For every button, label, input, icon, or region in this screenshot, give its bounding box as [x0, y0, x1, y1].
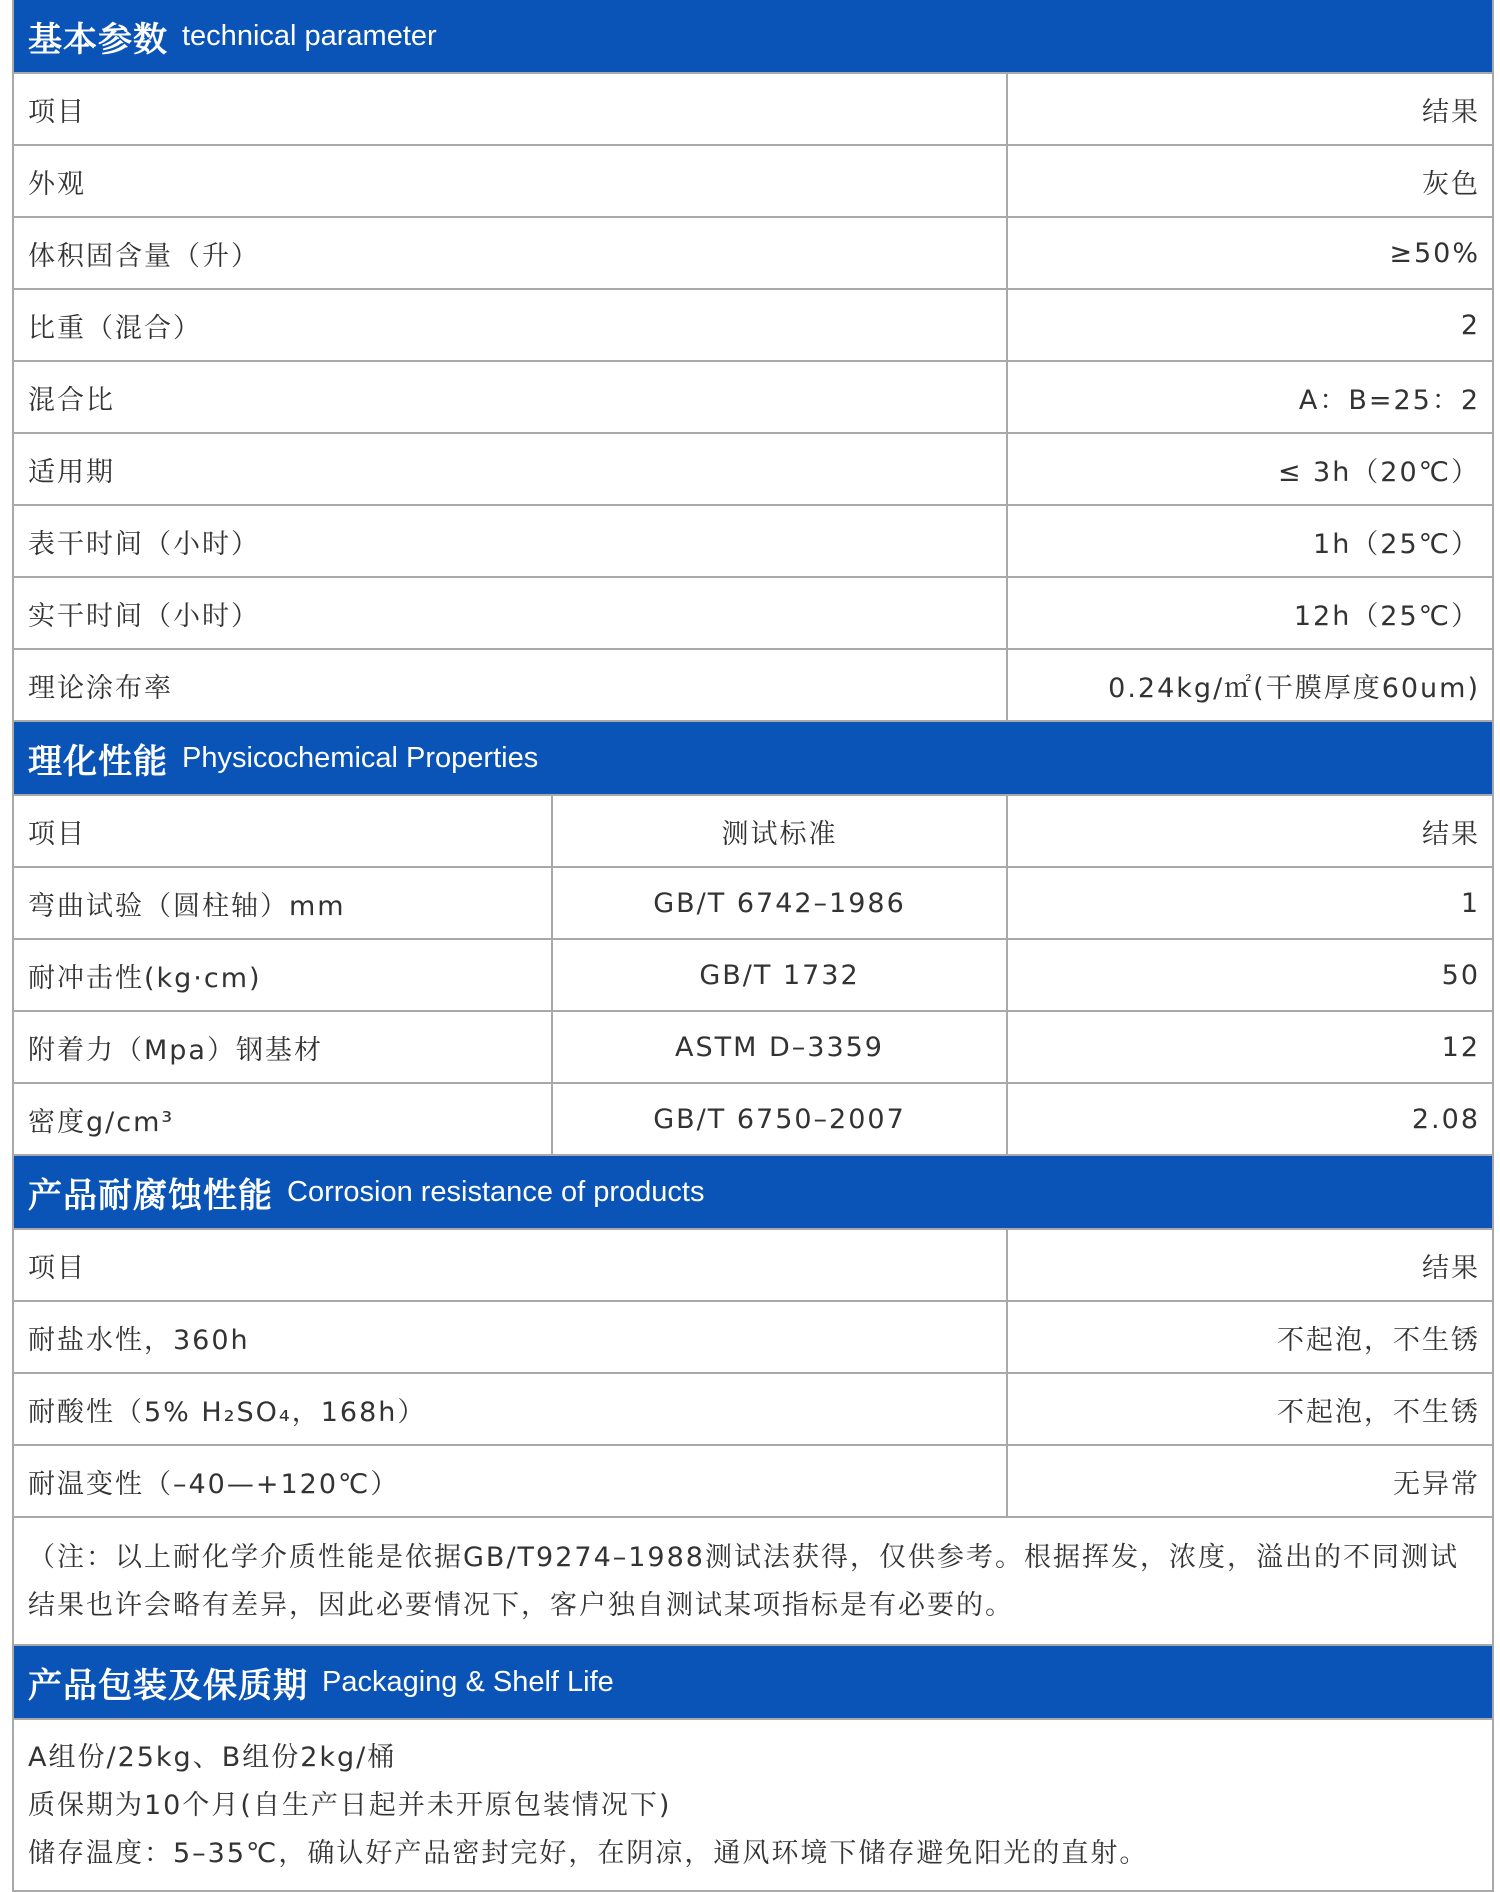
row-label: 附着力（Mpa）钢基材: [14, 1012, 553, 1082]
table-header-row: [14, 74, 1492, 146]
row-result: 2.08: [1411, 1103, 1480, 1135]
row-standard: GB/T 6742–1986: [553, 868, 1008, 938]
row-result: ≤ 3h（20℃）: [1277, 456, 1480, 488]
table-row: [14, 578, 1492, 650]
row-label: 混合比: [14, 362, 1008, 432]
table-header-row: [14, 796, 1492, 868]
row-label: 耐酸性（5% H₂SO₄，168h）: [14, 1374, 1008, 1444]
section-title-en: technical parameter: [182, 19, 437, 52]
row-standard: GB/T 1732: [553, 940, 1008, 1010]
section-header-basic: [14, 0, 1492, 74]
section-title-en: Packaging & Shelf Life: [322, 1665, 614, 1698]
row-result: ≥50%: [1389, 237, 1480, 269]
row-result: A：B=25：2: [1298, 384, 1480, 416]
row-label: 适用期: [14, 434, 1008, 504]
row-standard: ASTM D–3359: [553, 1012, 1008, 1082]
table-row: [14, 218, 1492, 290]
table-row: [14, 650, 1492, 722]
section-title-en: Physicochemical Properties: [182, 741, 539, 774]
row-result: 1: [1460, 887, 1480, 919]
row-label: 密度g/cm³: [14, 1084, 553, 1154]
packaging-line: 储存温度：5–35℃，确认好产品密封完好，在阴凉，通风环境下储存避免阳光的直射。: [28, 1838, 1149, 1869]
packaging-line: 质保期为10个月(自生产日起并未开原包装情况下): [28, 1790, 672, 1821]
section-title-cn: 理化性能: [28, 741, 168, 782]
row-label: 实干时间（小时）: [14, 578, 1008, 648]
column-header-item: 项目: [14, 1230, 1008, 1300]
row-label: 耐冲击性(kg·cm): [14, 940, 553, 1010]
column-header-item: 项目: [14, 74, 1008, 144]
section-header-corrosion: [14, 1156, 1492, 1230]
table-row: [14, 362, 1492, 434]
column-header-standard: 测试标准: [553, 796, 1008, 866]
column-header-result: 结果: [1422, 1252, 1480, 1284]
row-result: 12h（25℃）: [1293, 600, 1480, 632]
table-row: [14, 1374, 1492, 1446]
section-title-cn: 产品包装及保质期: [28, 1665, 308, 1706]
row-result: 12: [1441, 1031, 1480, 1063]
corrosion-note: （注：以上耐化学介质性能是依据GB/T9274–1988测试法获得，仅供参考。根据挥发，浓度，溢出的不同测试结果也许会略有差异，因此必要情况下，客户独自测试某项指标是有必要的。: [14, 1518, 1492, 1646]
table-row: [14, 434, 1492, 506]
row-label: 耐温变性（–40—+120℃）: [14, 1446, 1008, 1516]
section-title-cn: 产品耐腐蚀性能: [28, 1175, 273, 1216]
packaging-line: A组份/25kg、B组份2kg/桶: [28, 1742, 397, 1773]
section-title-en: Corrosion resistance of products: [287, 1175, 705, 1208]
row-result: 50: [1441, 959, 1480, 991]
row-label: 理论涂布率: [14, 650, 1008, 720]
table-row: [14, 290, 1492, 362]
section-title-cn: 基本参数: [28, 19, 168, 60]
row-result: 灰色: [1422, 168, 1480, 200]
table-header-row: [14, 1230, 1492, 1302]
table-row: [14, 1084, 1492, 1156]
row-label: 表干时间（小时）: [14, 506, 1008, 576]
column-header-item: 项目: [14, 796, 553, 866]
section-header-packaging: [14, 1646, 1492, 1720]
row-result: 0.24kg/㎡(干膜厚度60um): [1108, 672, 1480, 704]
table-row: [14, 1446, 1492, 1518]
column-header-result: 结果: [1422, 818, 1480, 850]
row-label: 耐盐水性，360h: [14, 1302, 1008, 1372]
table-row: [14, 868, 1492, 940]
table-row: [14, 146, 1492, 218]
row-label: 比重（混合）: [14, 290, 1008, 360]
row-result: 无异常: [1393, 1468, 1480, 1500]
packaging-info: [14, 1720, 1492, 1890]
table-row: [14, 940, 1492, 1012]
row-label: 体积固含量（升）: [14, 218, 1008, 288]
spec-sheet: [12, 0, 1494, 1892]
row-result: 不起泡，不生锈: [1277, 1324, 1480, 1356]
section-header-physico: [14, 722, 1492, 796]
row-label: 外观: [14, 146, 1008, 216]
row-result: 1h（25℃）: [1313, 528, 1480, 560]
row-standard: GB/T 6750–2007: [553, 1084, 1008, 1154]
table-row: [14, 1012, 1492, 1084]
row-result: 2: [1460, 309, 1480, 341]
row-result: 不起泡，不生锈: [1277, 1396, 1480, 1428]
column-header-result: 结果: [1422, 96, 1480, 128]
table-row: [14, 506, 1492, 578]
table-row: [14, 1302, 1492, 1374]
row-label: 弯曲试验（圆柱轴）mm: [14, 868, 553, 938]
